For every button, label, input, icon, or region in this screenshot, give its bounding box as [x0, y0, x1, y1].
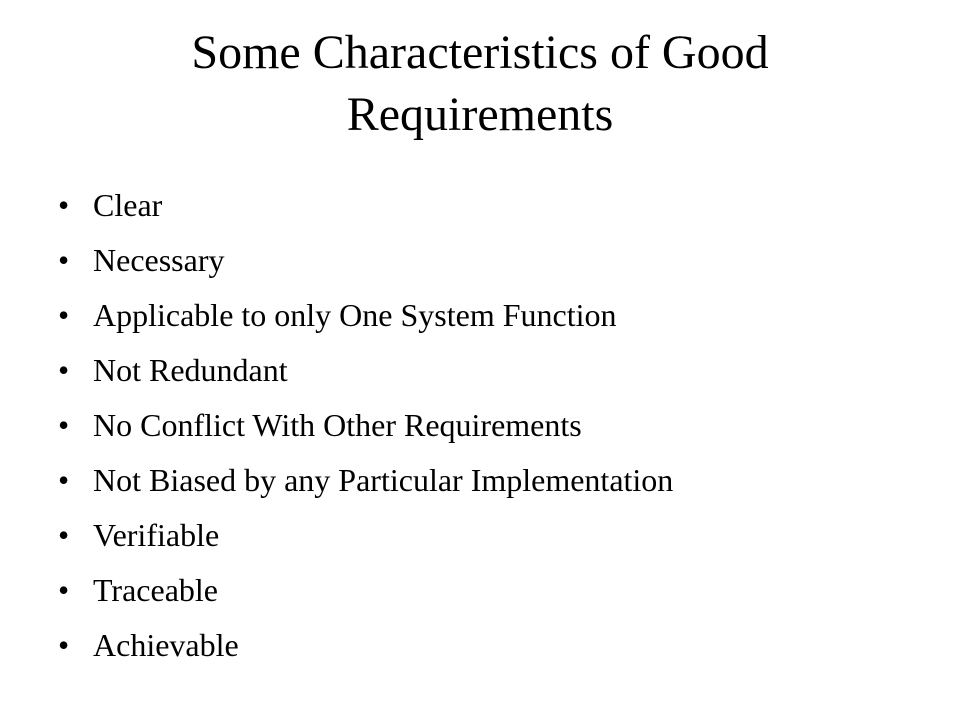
bullet-text: No Conflict With Other Requirements [93, 407, 582, 443]
bullet-text: Not Biased by any Particular Implementation [93, 462, 674, 498]
bullet-text: Not Redundant [93, 352, 288, 388]
bullet-icon: • [58, 187, 70, 223]
bullet-icon: • [58, 352, 70, 388]
bullet-text: Necessary [93, 242, 225, 278]
bullet-icon: • [58, 242, 70, 278]
title-line-1: Some Characteristics of Good [191, 26, 769, 79]
bullet-text: Traceable [93, 572, 218, 608]
bullet-text: Verifiable [93, 517, 220, 553]
bullet-icon: • [58, 462, 70, 498]
bullet-text: Applicable to only One System Function [93, 297, 617, 333]
bullet-icon: • [58, 572, 70, 608]
bullet-icon: • [58, 517, 70, 553]
bullet-icon: • [58, 297, 70, 333]
title-line-2: Requirements [346, 88, 614, 141]
bullet-text: Achievable [93, 627, 239, 663]
slide-title [0, 22, 960, 146]
bullet-icon: • [58, 627, 70, 663]
bullet-icon: • [58, 407, 70, 443]
bullet-text: Clear [93, 187, 163, 223]
